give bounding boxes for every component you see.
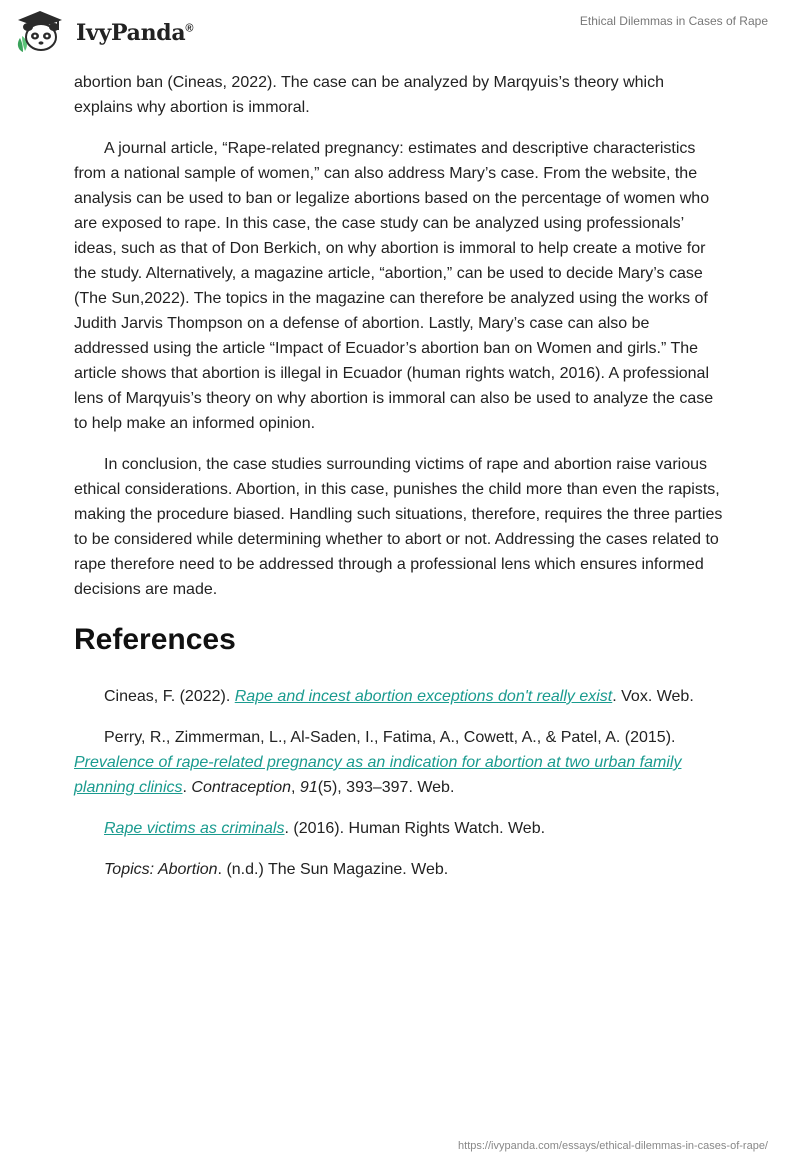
document-title: Ethical Dilemmas in Cases of Rape <box>579 14 768 28</box>
page-url[interactable]: https://ivypanda.com/essays/ethical-dilemmas-in-cases-of-rape/ <box>458 1140 768 1152</box>
reference-link[interactable]: Rape victims as criminals <box>104 820 285 837</box>
references-heading: References <box>74 623 236 656</box>
body-paragraph: abortion ban (Cineas, 2022). The case can be analyzed by Marqyuis’s theory which explains why abortion is immoral. <box>74 74 664 116</box>
reference-link[interactable]: Prevalence of rape-related pregnancy as an indication for abortion at two urban family planning clinics <box>74 754 682 796</box>
reference-item: Rape victims as criminals. (2016). Human Rights Watch. Web. <box>104 820 546 837</box>
page-header <box>0 0 800 62</box>
body-paragraph: A journal article, “Rape-related pregnancy: estimates and descriptive characteristics from a national sample of women,” can also address Mary’s case. From the website, the analysis can be used to ban or legalize abortions based on the percentage of women who are exposed to rape. In this case, the case study can be analyzed using professionals’ ideas, such as that of Don Berkich, on why abortion is immoral to help create a motive for the study. Alternatively, a magazine article, “abortion,” can be used to decide Mary’s case (The Sun,2022). The topics in the magazine can therefore be analyzed using the works of Judith Jarvis Thompson on a defense of abortion. Lastly, Mary’s case can also be addressed using the article “Impact of Ecuador’s abortion ban on Women and girls.” The article shows that abortion is illegal in Ecuador (human rights watch, 2016). A professional lens of Marqyuis’s theory on why abortion is immoral can also be used to analyze the case to help make an informed opinion. <box>74 140 714 432</box>
reference-link[interactable]: Rape and incest abortion exceptions don't really exist <box>234 688 613 705</box>
reference-item: Cineas, F. (2022). Rape and incest abortion exceptions don't really exist. Vox. Web. <box>104 688 694 705</box>
essay-content <box>74 70 724 898</box>
reference-item: Perry, R., Zimmerman, L., Al-Saden, I., Fatima, A., Cowett, A., & Patel, A. (2015). Prevalence of rape-related pregnancy as an indication for abortion at two urban family planning clinics. Contraception, 91(5), 393–397. Web. <box>74 729 682 796</box>
brand-name: IvyPanda® <box>76 20 194 46</box>
body-paragraph: In conclusion, the case studies surrounding victims of rape and abortion raise various ethical considerations. Abortion, in this case, punishes the child more than even the rapists, making the procedure biased. Handling such situations, therefore, requires the three parties to be considered while determining whether to abort or not. Addressing the cases related to rape therefore need to be addressed through a professional lens which ensures informed decisions are made. <box>74 456 723 598</box>
panda-graduate-icon <box>14 8 66 54</box>
ivypanda-logo[interactable] <box>14 8 214 56</box>
reference-item: Topics: Abortion. (n.d.) The Sun Magazine. Web. <box>104 861 449 878</box>
